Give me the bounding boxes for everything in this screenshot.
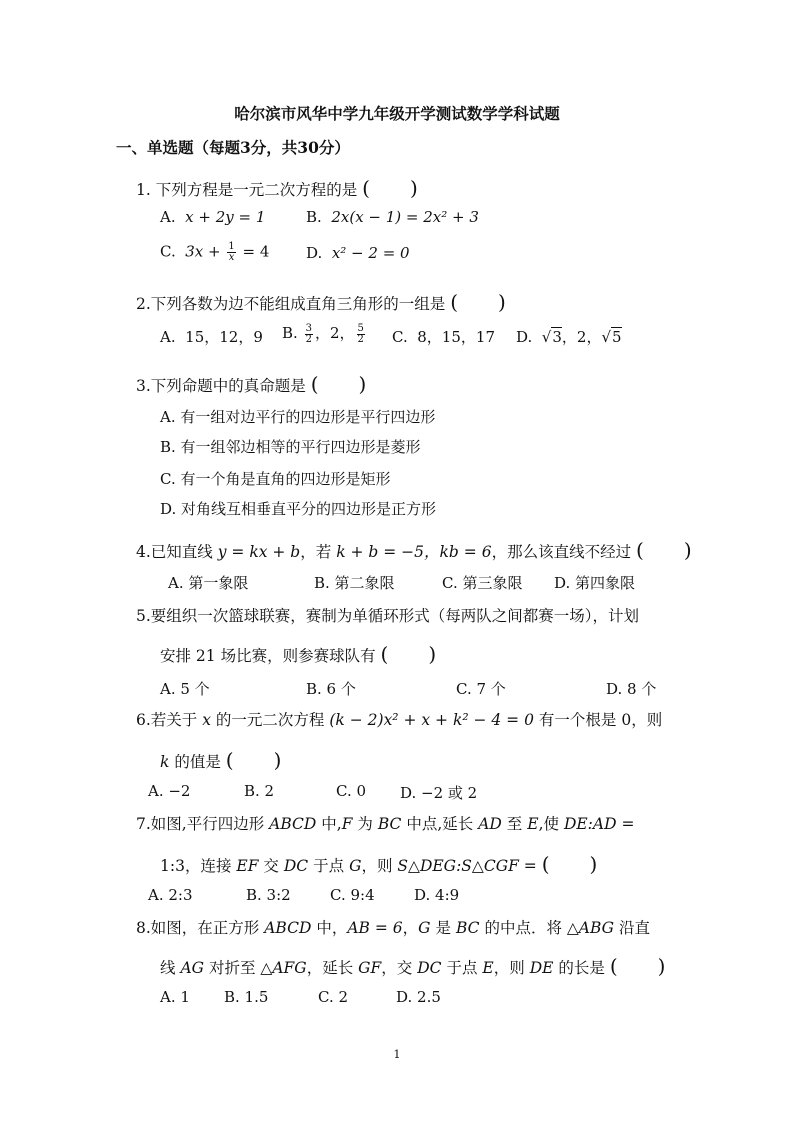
q2-option-d: D. √3，2，√5 <box>516 328 622 346</box>
q3-option-b: B. 有一组邻边相等的平行四边形是菱形 <box>160 438 421 456</box>
answer-paren: ( ) <box>541 852 598 876</box>
q2-option-b: B. $\frac{3}{2}$ ，2， $\frac{5}{2}$ <box>282 322 364 345</box>
question-7-line-2: 1:3，连接 EF 交 DC 于点 G，则 S△DEG:S△CGF = ( ) <box>160 852 598 876</box>
q8-option-b: B. 1.5 <box>224 988 269 1006</box>
question-5-line-2: 安排 21 场比赛，则参赛球队有 ( ) <box>160 642 437 666</box>
quadratic-equation: (k − 2)x² + x + k² − 4 = 0 <box>329 711 534 729</box>
q4-option-a: A. 第一象限 <box>168 574 249 592</box>
q7-option-d: D. 4:9 <box>414 886 460 904</box>
answer-paren: ( ) <box>450 290 506 314</box>
answer-paren: ( ) <box>380 642 437 666</box>
answer-paren: ( ) <box>609 954 666 978</box>
fraction: $\frac{3}{2}$ <box>305 322 312 345</box>
q1-option-a: A. x + 2y = 1 <box>160 208 266 226</box>
q1-option-d: D. x² − 2 = 0 <box>306 244 410 262</box>
question-8-line-1: 8.如图，在正方形 ABCD 中，AB = 6，G 是 BC 的中点．将 △ABG 沿直 <box>136 919 651 937</box>
q3-option-d: D. 对角线互相垂直平分的四边形是正方形 <box>160 500 437 518</box>
q3-stem: 3.下列命题中的真命题是 <box>136 377 306 395</box>
q8-option-a: A. 1 <box>160 988 190 1006</box>
q6-option-d: D. −2 或 2 <box>400 784 478 802</box>
question-8-line-2: 线 AG 对折至 △AFG，延长 GF，交 DC 于点 E，则 DE 的长是 ( ) <box>160 954 666 978</box>
answer-paren: ( ) <box>225 748 282 772</box>
q4-option-b: B. 第二象限 <box>314 574 395 592</box>
q2-stem: 2.下列各数为边不能组成直角三角形的一组是 <box>136 295 446 313</box>
q5-option-d: D. 8 个 <box>606 680 657 698</box>
question-6-line-2: k 的值是 ( ) <box>160 748 282 772</box>
q2-option-a: A. 15，12，9 <box>160 328 263 346</box>
q6-option-a: A. −2 <box>148 782 191 800</box>
q5-option-b: B. 6 个 <box>306 680 356 698</box>
area-ratio: S△DEG:S△CGF = <box>397 857 537 875</box>
q6-option-b: B. 2 <box>244 782 275 800</box>
answer-paren: ( ) <box>362 176 418 200</box>
page-number: 1 <box>393 1048 401 1061</box>
q7-option-b: B. 3:2 <box>246 886 291 904</box>
question-4: 4.已知直线 y = kx + b，若 k + b = −5，kb = 6，那么该直线不经过 ( ) <box>136 538 692 562</box>
question-2 <box>136 286 506 315</box>
q5-option-c: C. 7 个 <box>456 680 506 698</box>
q1-option-b: B. 2x(x − 1) = 2x² + 3 <box>306 208 479 226</box>
q2-option-c: C. 8，15，17 <box>392 328 495 346</box>
q3-option-a: A. 有一组对边平行的四边形是平行四边形 <box>160 408 436 426</box>
question-1 <box>136 172 418 201</box>
q3-option-c: C. 有一个角是直角的四边形是矩形 <box>160 470 391 488</box>
line-equation: y = kx + b <box>217 543 301 561</box>
q1-option-c: C. 3x + $\frac{1}{x}$ = 4 <box>160 241 270 263</box>
q7-option-a: A. 2:3 <box>148 886 193 904</box>
q8-option-d: D. 2.5 <box>396 988 441 1006</box>
question-3 <box>136 368 366 397</box>
section-heading: 一、单选题（每题3分，共30分） <box>116 138 350 157</box>
condition: k + b = −5，kb = 6 <box>336 543 492 561</box>
q1-stem: 1. 下列方程是一元二次方程的是 <box>136 181 358 199</box>
question-6-line-1: 6.若关于 x 的一元二次方程 (k − 2)x² + x + k² − 4 = 0 有一个根是 0，则 <box>136 711 663 729</box>
q5-option-a: A. 5 个 <box>160 680 210 698</box>
q4-option-c: C. 第三象限 <box>442 574 523 592</box>
answer-paren: ( ) <box>636 538 692 562</box>
q6-option-c: C. 0 <box>336 782 367 800</box>
answer-paren: ( ) <box>310 372 367 396</box>
q4-option-d: D. 第四象限 <box>554 574 636 592</box>
fraction: $\frac{5}{2}$ <box>357 322 364 345</box>
q8-option-c: C. 2 <box>318 988 349 1006</box>
exam-title: 哈尔滨市风华中学九年级开学测试数学学科试题 <box>234 104 560 123</box>
question-7-line-1: 7.如图,平行四边形 ABCD 中,F 为 BC 中点,延长 AD 至 E,使 DE:AD = <box>136 815 635 833</box>
q7-option-c: C. 9:4 <box>330 886 375 904</box>
question-5-line-1: 5.要组织一次篮球联赛，赛制为单循环形式（每两队之间都赛一场），计划 <box>136 607 640 625</box>
fraction: $\frac{1}{x}$ <box>228 241 235 263</box>
